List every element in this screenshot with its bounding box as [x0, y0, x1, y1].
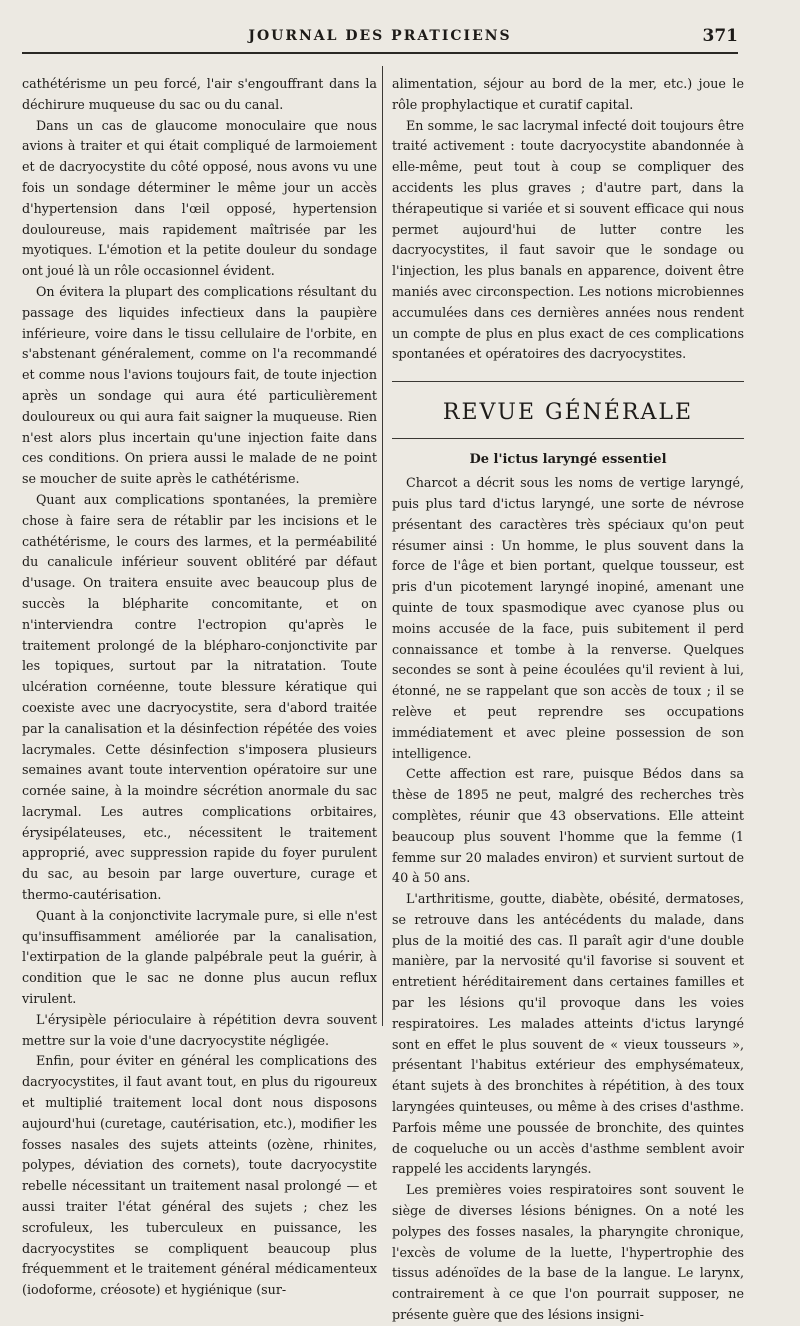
- paragraph: Quant à la conjonctivite lacrymale pure, si elle n'est qu'insuffisamment améliorée par la canalisation, l'extirpation de la glande palpébrale peut la guérir, à condition que le sac ne donne plus aucun reflux virulent.: [22, 907, 377, 1007]
- paragraph: Les premières voies respiratoires sont souvent le siège de diverses lésions bénignes. On a noté les polypes des fosses nasales, la pharyngite chronique, l'excès de volume de la luette, l'hypertrophie des tissus adénoïdes de la base de la langue. Le larynx, contrairement à ce que l'on pourrait supposer, ne présente guère que des lésions insigni-: [392, 1182, 744, 1323]
- page-header: [22, 26, 738, 54]
- section-title: REVUE GÉNÉRALE: [392, 400, 744, 439]
- paragraph: Quant aux complications spontanées, la première chose à faire sera de rétablir par les incisions et le cathétérisme, le cours des larmes, et la perméabilité du canalicule inférieur souvent oblitéré par défaut d'usage. On traitera ensuite avec beaucoup plus de succès la blépharite concomitante, et on n'interviendra contre l'ectropion qu'après le traitement prolongé de la blépharo-conjonctivite par les topiques, surtout par la nitratation. Toute ulcération cornéenne, toute blessure kératique qui coexiste avec une dacryocystite, sera d'abord traitée par la canalisation et la désinfection répétée des voies lacrymales. Cette désinfection s'imposera plusieurs semaines avant toute intervention opératoire sur une cornée saine, à la moindre sécrétion anormale du sac lacrymal. Les autres complications orbitaires, érysipélateuses, etc., nécessitent le traitement approprié, avec suppression rapide du foyer purulent du sac, au besoin par large ouverture, curage et thermo-cautérisation.: [22, 491, 377, 903]
- paragraph: Enfin, pour éviter en général les complications des dacryocystites, il faut avant tout, en plus du rigoureux et multiplié traitement local dont nous disposons aujourd'hui (curetage, cautérisation, etc.), modifier les fosses nasales des sujets atteints (ozène, rhinites, polypes, déviation des cornets), toute dacryocystite rebelle nécessitant un traitement nasal prolongé — et aussi traiter l'état général des sujets ; chez les scrofuleux, les tuberculeux en puissance, les dacryocystites se compliquent beaucoup plus fréquemment et le traitement général médicamenteux (iodoforme, créosote) et hygiénique (sur-: [22, 1053, 377, 1298]
- paragraph: Dans un cas de glaucome monoculaire que nous avions à traiter et qui était compliqué de larmoiement et de dacryocystite du côté opposé, nous avons vu une fois un sondage déterminer le même jour un accès d'hypertension dans l'œil opposé, hypertension douloureuse, mais rapidement maîtrisée par les myotiques. L'émotion et la petite douleur du sondage ont joué là un rôle occasionnel évident.: [22, 117, 377, 279]
- journal-title: JOURNAL DES PRATICIENS: [248, 28, 512, 44]
- page-number: 371: [702, 26, 738, 46]
- article-title: De l'ictus laryngé essentiel: [469, 452, 667, 468]
- paragraph: alimentation, séjour au bord de la mer, etc.) joue le rôle prophylactique et curatif capital.: [392, 76, 744, 112]
- paragraph: En somme, le sac lacrymal infecté doit toujours être traité activement : toute dacryocystite abandonnée à elle-même, peut tout à coup se compliquer des accidents les plus graves ; d'autre part, dans la thérapeutique si variée et si souvent efficace qui nous permet aujourd'hui de lutter contre les dacryocystites, il faut savoir que le sondage ou l'injection, les plus banals en apparence, doivent être maniés avec circonspection. Les notions microbiennes accumulées dans ces dernières années nous rendent un compte de plus en plus exact de ces complications spontanées et opératoires des dacryocystites.: [392, 117, 744, 362]
- section-rule: [392, 381, 744, 382]
- column-divider: [382, 66, 383, 1026]
- paragraph: Charcot a décrit sous les noms de vertige laryngé, puis plus tard d'ictus laryngé, une sorte de névrose présentant des caractères très spéciaux qu'on peut résumer ainsi : Un homme, le plus souvent dans la force de l'âge et bien portant, quelque tousseur, est pris d'un picotement laryngé inopiné, amenant une quinte de toux spasmodique avec cyanose plus ou moins accusée de la face, puis subitement il perd connaissance et tombe à la renverse. Quelques secondes se sont à peine écoulées qu'il revient à lui, étonné, ne se rappelant que son accès de toux ; il se relève et peut reprendre ses occupations immédiatement et avec pleine possession de son intelligence.: [392, 475, 744, 761]
- paragraph: On évitera la plupart des complications résultant du passage des liquides infectieux dans la paupière inférieure, voire dans le tissu cellulaire de l'orbite, en s'abstenant généralement, comme on l'a recommandé et comme nous l'avions toujours fait, de toute injection après un sondage qui aura été particulièrement douloureux ou qui aura fait saigner la muqueuse. Rien n'est alors plus incertain qu'une injection faite dans ces conditions. On priera aussi le malade de ne point se moucher de suite après le cathétérisme.: [22, 283, 377, 487]
- right-column: [392, 74, 744, 1326]
- paragraph: L'érysipèle périoculaire à répétition devra souvent mettre sur la voie d'une dacryocystite négligée.: [22, 1011, 377, 1048]
- paragraph: L'arthritisme, goutte, diabète, obésité, dermatoses, se retrouve dans les antécédents du malade, dans plus de la moitié des cas. Il paraît agir d'une double manière, par la nervosité qu'il favorise si souvent et entretient héréditairement dans certaines familles et par les lésions qu'il provoque dans les voies respiratoires. Les malades atteints d'ictus laryngé sont en effet le plus souvent de « vieux tousseurs », présentant l'habitus extérieur des emphysémateux, étant sujets à des bronchites à répétition, à des toux laryngées quinteuses, ou même à des crises d'asthme. Parfois même une poussée de bronchite, des quintes de coqueluche ou un accès d'asthme semblent avoir rappelé les accidents laryngés.: [392, 891, 744, 1177]
- paragraph: cathétérisme un peu forcé, l'air s'engouffrant dans la déchirure muqueuse du sac ou du canal.: [22, 76, 377, 112]
- paragraph: Cette affection est rare, puisque Bédos dans sa thèse de 1895 ne peut, malgré des recherches très complètes, réunir que 43 observations. Elle atteint beaucoup plus souvent l'homme que la femme (1 femme sur 20 malades environ) et survient surtout de 40 à 50 ans.: [392, 766, 744, 886]
- left-column: [22, 74, 377, 1301]
